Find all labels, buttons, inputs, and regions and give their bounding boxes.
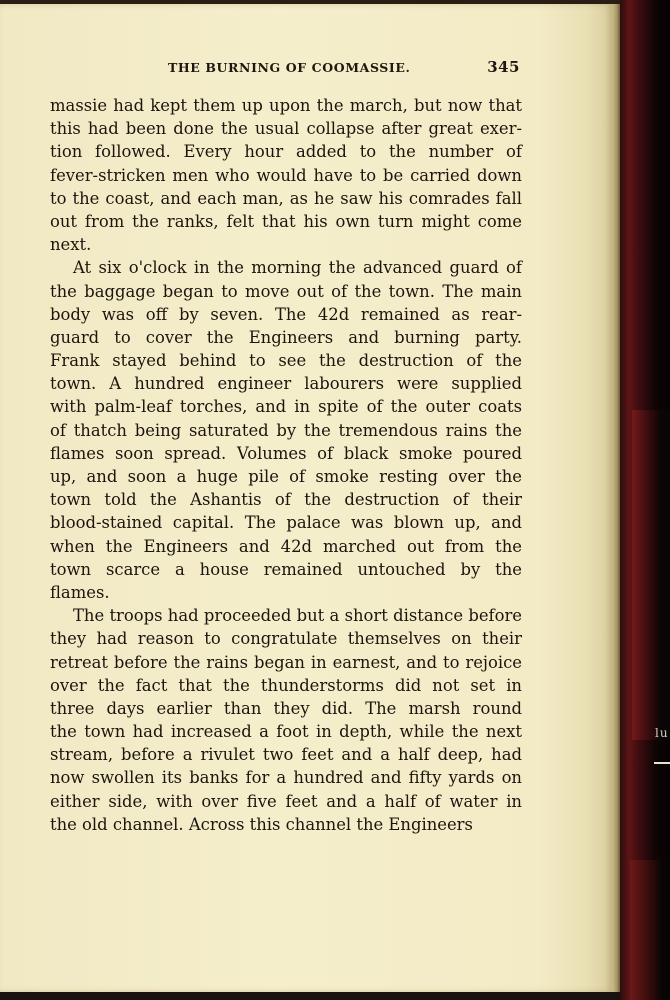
text-line: with palm-leaf torches, and in spite of the outer coats [50,397,522,417]
text-line: retreat before the rains began in earnest, and to rejoice [50,652,522,672]
text-line: flames soon spread. Volumes of black smoke poured [50,443,522,463]
text-line: town told the Ashantis of the destruction of their [50,490,522,510]
text-line: they had reason to congratulate themselves on their [50,629,522,649]
text-line: the town had increased a foot in depth, while the next [50,722,522,742]
cover-white-line [654,762,670,764]
text-line: now swollen its banks for a hundred and fifty yards on [50,768,522,788]
text-line: guard to cover the Engineers and burning party. [50,327,522,347]
text-line: when the Engineers and 42d marched out from the [50,536,522,556]
cover-red-band [632,410,670,740]
text-line: Frank stayed behind to see the destruction of the [50,351,522,371]
text-line: the baggage began to move out of the town. The main [50,281,522,301]
text-line: stream, before a rivulet two feet and a half deep, had [50,745,522,765]
text-line: three days earlier than they did. The marsh round [50,698,522,718]
text-line: out from the ranks, felt that his own turn might come [50,211,522,231]
text-line: either side, with over five feet and a half of water in [50,791,522,811]
text-line: blood-stained capital. The palace was blown up, and [50,513,522,533]
text-line: fever-stricken men who would have to be carried down [50,165,522,185]
running-head [50,58,522,78]
body-text [50,94,522,836]
cover-mark-text: lu [655,726,669,740]
text-line: over the fact that the thunderstorms did not set in [50,675,522,695]
text-line: town. A hundred engineer labourers were supplied [50,374,522,394]
text-line: The troops had proceeded but a short distance before [73,606,522,626]
paragraph [50,94,522,256]
paragraph [50,604,522,836]
text-line: next. [50,235,92,255]
text-line: the old channel. Across this channel the Engineers [50,814,473,834]
text-line: this had been done the usual collapse after great exer- [50,119,522,139]
text-line: of thatch being saturated by the tremendous rains the [50,420,522,440]
text-line: town scarce a house remained untouched by the [50,559,522,579]
text-line: At six o'clock in the morning the advanced guard of [73,258,522,278]
text-line: massie had kept them up upon the march, but now that [50,96,522,115]
page-fore-edge [612,4,620,992]
running-head-title: THE BURNING OF COOMASSIE. [168,60,411,75]
cover-red-band-bottom [630,860,670,1000]
text-line: body was off by seven. The 42d remained as rear- [50,304,522,324]
text-line: flames. [50,582,110,602]
text-line: tion followed. Every hour added to the number of [50,142,522,162]
page-number: 345 [487,58,520,76]
paragraph [50,256,522,604]
text-line: to the coast, and each man, as he saw his comrades fall [50,188,522,208]
text-line: up, and soon a huge pile of smoke resting over the [50,467,522,486]
